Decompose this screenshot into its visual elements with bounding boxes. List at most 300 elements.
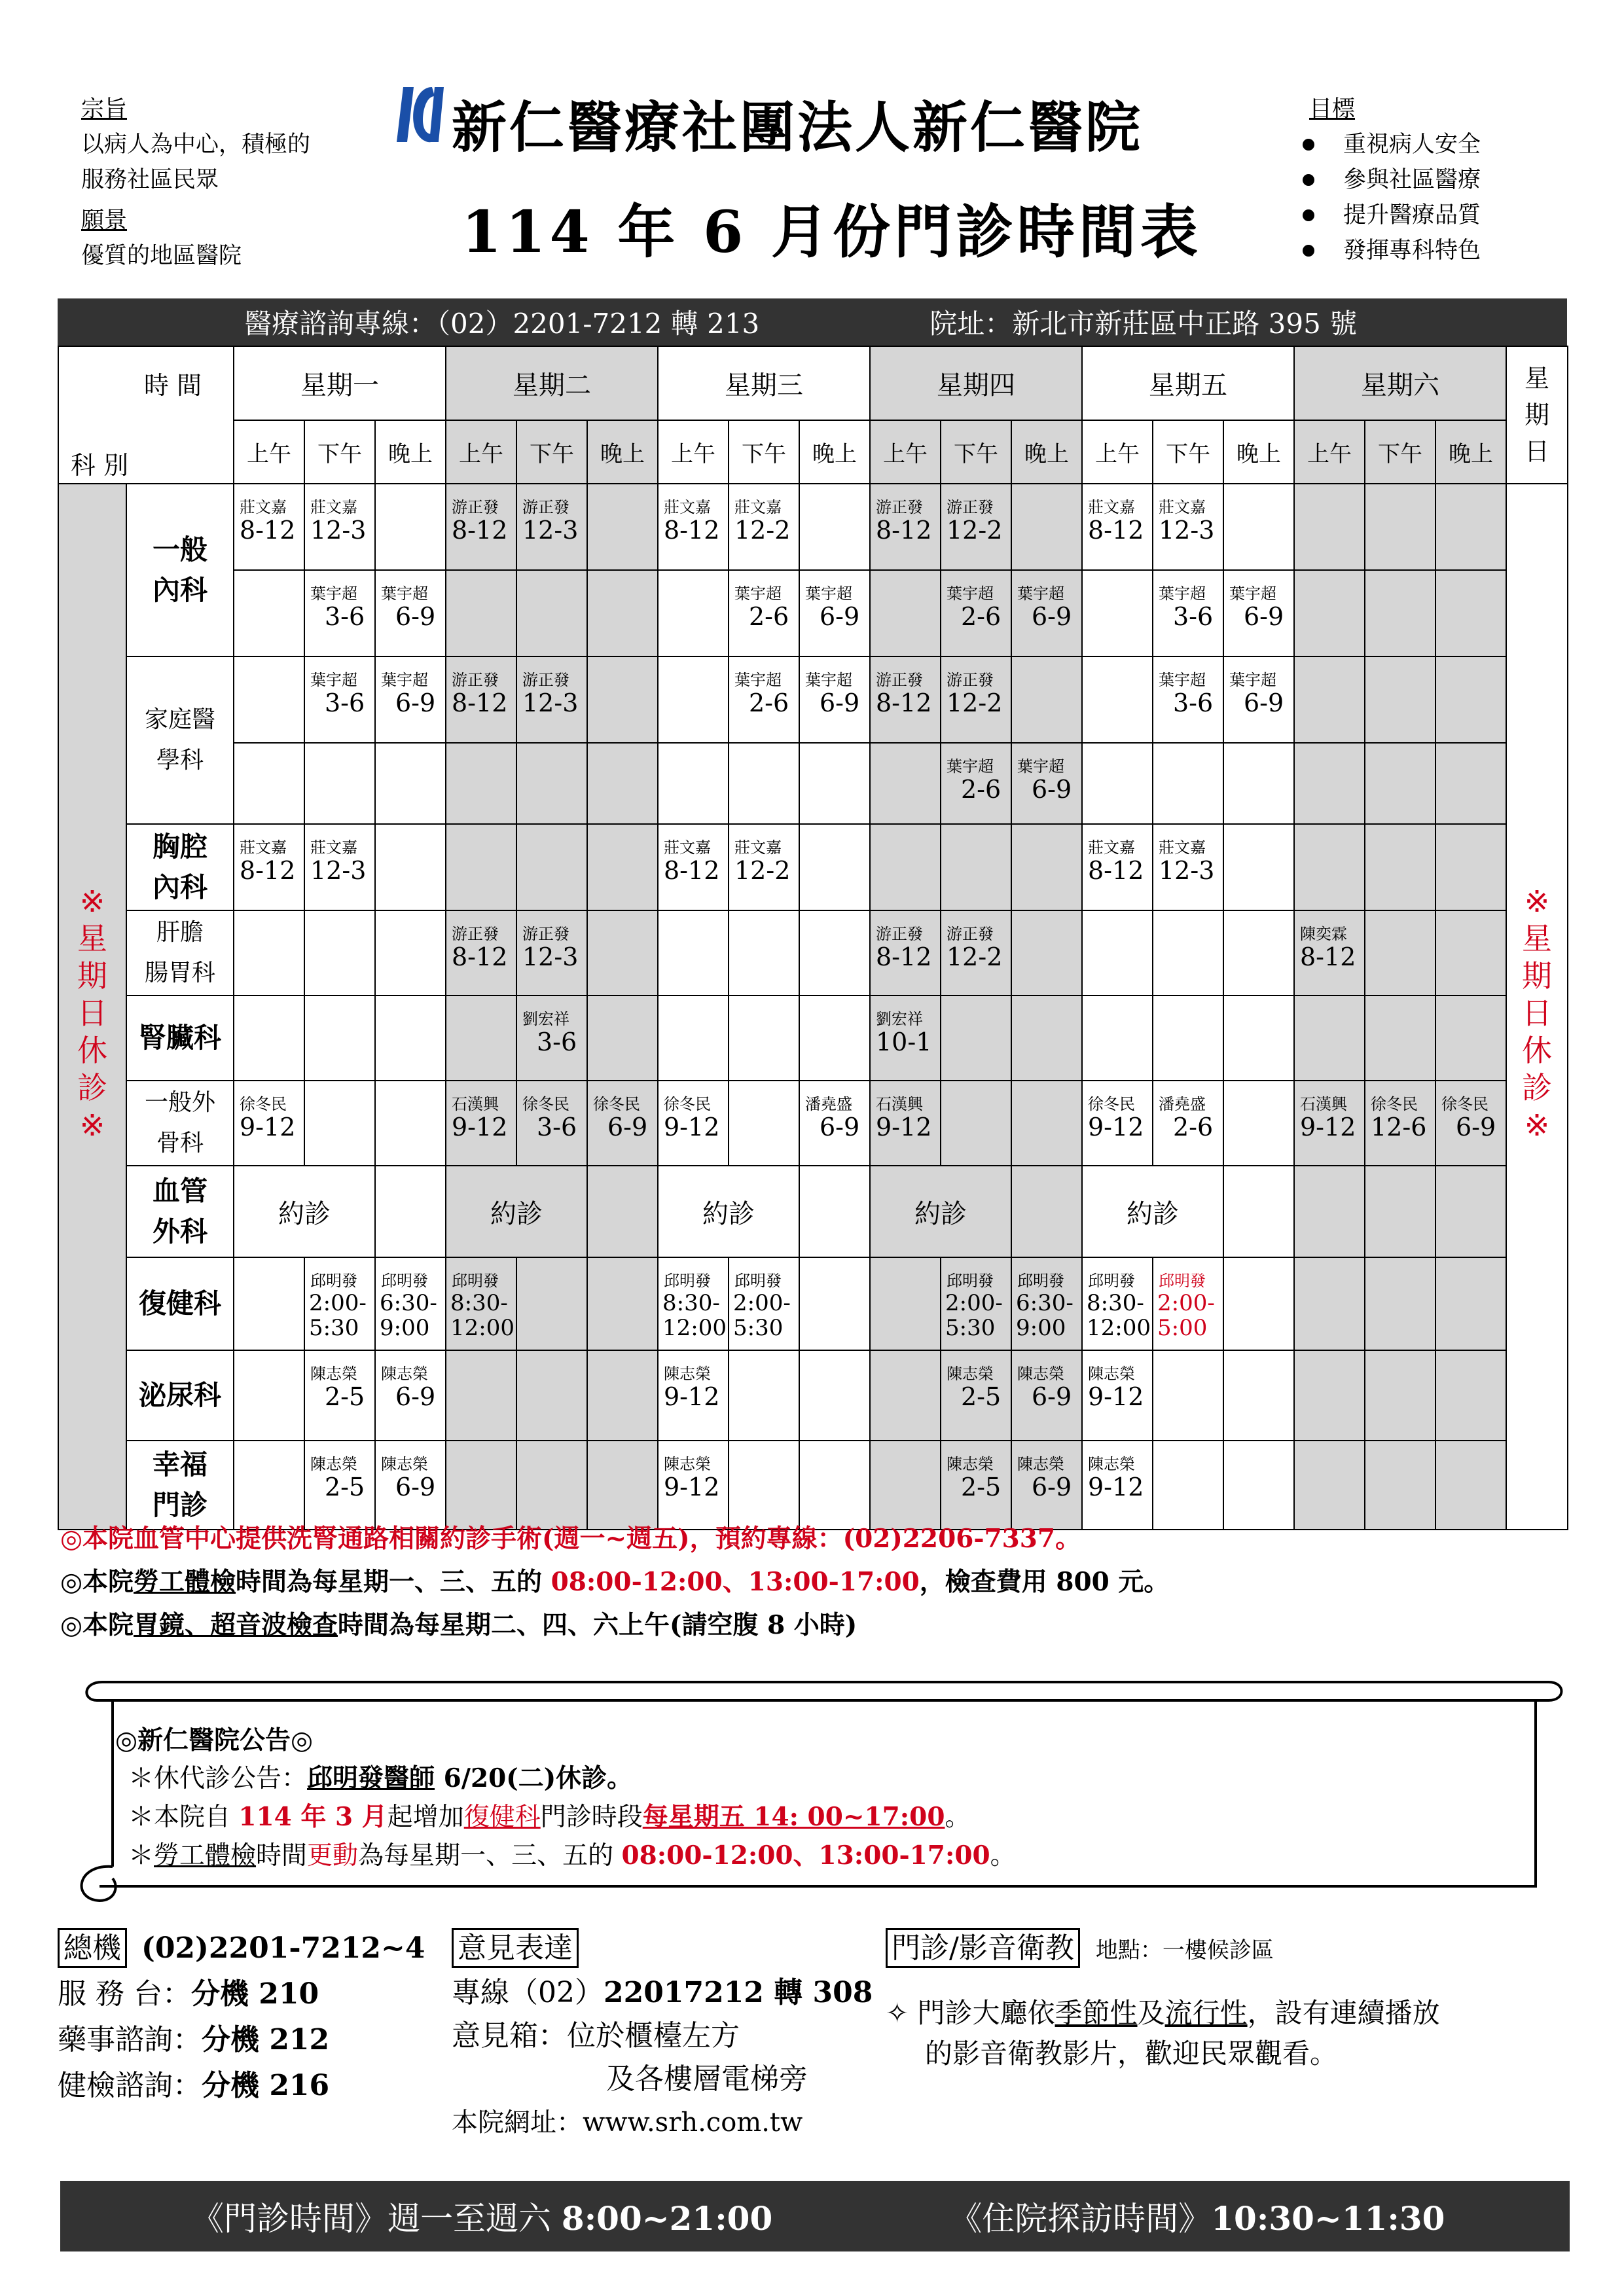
clinic-time: 8-12: [452, 942, 508, 971]
clinic-time: 2:00-: [309, 1290, 367, 1316]
empty-cell: [870, 570, 941, 656]
schedule-cell: [729, 570, 799, 656]
media-location: 地點：一樓候診區: [1095, 1937, 1274, 1964]
clinic-time: 3-6: [325, 689, 365, 717]
clinic-time: 8:30-: [450, 1290, 508, 1316]
empty-cell: [729, 1441, 799, 1530]
clinic-time: 12-3: [522, 516, 579, 545]
empty-cell: [1082, 743, 1153, 824]
empty-cell: [1011, 996, 1082, 1081]
empty-cell: [1223, 996, 1294, 1081]
schedule-cell: [446, 910, 516, 996]
empty-cell: [516, 1350, 587, 1441]
empty-cell: [234, 570, 304, 656]
dept-family: 家庭醫 學科: [126, 656, 234, 824]
doctor-name: 邱明發: [1017, 1272, 1064, 1290]
doctor-name: 徐冬民: [593, 1095, 640, 1113]
hospital-name: 新仁醫療社團法人新仁醫院: [452, 95, 1144, 160]
goals-title: 目標: [1309, 96, 1356, 122]
schedule-row: [58, 656, 1568, 743]
header-right: [1303, 92, 1481, 268]
doctor-name: 潘堯盛: [805, 1095, 852, 1113]
service-desk-ext: 服 務 台：分機 210: [58, 1977, 319, 2011]
diagonal-header: [59, 347, 233, 483]
doctor-name: 陳志榮: [1088, 1455, 1135, 1473]
doctor-name: 游正發: [522, 671, 569, 689]
empty-cell: [1223, 824, 1294, 910]
empty-cell: [1365, 910, 1435, 996]
sunday-closed-char: 診: [77, 1069, 107, 1105]
schedule-cell: [799, 656, 870, 743]
schedule-cell: [1082, 824, 1153, 910]
clinic-time: 9-12: [876, 1113, 932, 1141]
sunday-header-char: 日: [1524, 437, 1549, 466]
empty-cell: [1435, 910, 1506, 996]
empty-cell: [1223, 1441, 1294, 1530]
doctor-name: 游正發: [452, 671, 499, 689]
empty-cell: [870, 1441, 941, 1530]
empty-cell: [1435, 743, 1506, 824]
doctor-name: 游正發: [947, 671, 994, 689]
slot-header: 下午: [729, 420, 799, 484]
clinic-time: 9:00: [380, 1315, 430, 1341]
table-header-slots: [58, 420, 1568, 484]
media-text-line-2: 的影音衛教影片，歡迎民眾觀看。: [925, 2037, 1338, 2070]
empty-cell: [375, 910, 446, 996]
announcement-line-1: ＊休代診公告：邱明發醫師 6/20(二)休診。: [128, 1763, 633, 1793]
empty-cell: [516, 824, 587, 910]
schedule-cell: [1011, 743, 1082, 824]
clinic-time: 3-6: [1173, 602, 1214, 631]
doctor-name: 陳奕霖: [1300, 925, 1347, 943]
website[interactable]: 本院網址：www.srh.com.tw: [452, 2108, 803, 2138]
footer-media: [886, 1926, 1440, 2074]
empty-cell: [375, 996, 446, 1081]
clinic-time: 6-9: [820, 689, 860, 717]
consult-phone: 醫療諮詢專線：（02）2201-7212 轉 213: [244, 308, 760, 340]
slot-header: 上午: [234, 420, 304, 484]
empty-cell: [1011, 910, 1082, 996]
sunday-header: [1506, 346, 1568, 484]
sunday-closed-char: 休: [1522, 1032, 1552, 1068]
doctor-name: 葉宇超: [1159, 584, 1206, 603]
bullet-icon: [1303, 245, 1314, 257]
empty-cell: [870, 824, 941, 910]
day-header: 星期二: [446, 346, 658, 420]
clinic-time: 6-9: [395, 1382, 436, 1411]
empty-cell: [799, 996, 870, 1081]
header-left: [81, 92, 310, 274]
empty-cell: [729, 996, 799, 1081]
slot-header: 上午: [870, 420, 941, 484]
schedule-cell: [304, 1350, 375, 1441]
clinic-time: 2:00-: [1157, 1290, 1215, 1316]
empty-cell: [446, 743, 516, 824]
schedule-cell: [941, 1441, 1011, 1530]
doctor-name: 劉宏祥: [522, 1010, 569, 1028]
clinic-time: 6:30-: [1016, 1290, 1074, 1316]
clinic-time: 9-12: [664, 1473, 720, 1501]
doctor-name: 石漢興: [452, 1095, 499, 1113]
empty-cell: [234, 1441, 304, 1530]
schedule-cell: [1082, 484, 1153, 570]
announcement-line-2: ＊本院自 114 年 3 月起增加復健科門診時段每星期五 14: 00~17:00。: [128, 1802, 971, 1832]
goal-item: 參與社區醫療: [1303, 162, 1481, 198]
empty-cell: [234, 656, 304, 743]
booking-cell: 約診: [870, 1166, 1011, 1257]
schedule-row: [58, 484, 1568, 570]
dept-label: 科 別: [71, 451, 129, 480]
clinic-time: 9-12: [240, 1113, 296, 1141]
empty-cell: [1294, 656, 1365, 743]
bullet-icon: [1303, 174, 1314, 186]
doctor-name: 莊文嘉: [310, 838, 357, 857]
sunday-closed-char: 期: [1522, 958, 1552, 994]
empty-cell: [799, 1350, 870, 1441]
hours-bar: [60, 2181, 1570, 2251]
clinic-time: 6-9: [1244, 602, 1284, 631]
doctor-name: 游正發: [947, 925, 994, 943]
clinic-time: 8-12: [1088, 856, 1144, 885]
slot-header: 上午: [1294, 420, 1365, 484]
empty-cell: [304, 910, 375, 996]
sunday-closed-char: ※: [1524, 1107, 1550, 1143]
clinic-time: 2-6: [961, 775, 1001, 804]
doctor-name: 莊文嘉: [240, 838, 287, 857]
doctor-name: 陳志榮: [310, 1365, 357, 1383]
hospital-logo: [391, 82, 445, 147]
clinic-time: 12-3: [310, 856, 367, 885]
bullet-icon: [1303, 139, 1314, 151]
schedule-cell: [516, 1081, 587, 1166]
empty-cell: [1223, 1081, 1294, 1166]
schedule-cell: [658, 1350, 729, 1441]
schedule-cell: [1011, 1257, 1082, 1350]
clinic-time: 5:30: [733, 1315, 784, 1341]
slot-header: 上午: [446, 420, 516, 484]
doctor-name: 莊文嘉: [1088, 838, 1135, 857]
doctor-name: 陳志榮: [381, 1455, 428, 1473]
clinic-schedule-table: [58, 346, 1568, 1530]
clinic-time: 12:00: [662, 1315, 727, 1341]
empty-cell: [1435, 1441, 1506, 1530]
empty-cell: [658, 743, 729, 824]
empty-cell: [446, 570, 516, 656]
empty-cell: [1011, 1081, 1082, 1166]
footer-switchboard: [58, 1926, 425, 2109]
empty-cell: [729, 743, 799, 824]
empty-cell: [516, 1441, 587, 1530]
empty-cell: [1011, 824, 1082, 910]
clinic-time: 8-12: [876, 942, 932, 971]
empty-cell: [870, 743, 941, 824]
visit-hours: 《住院探訪時間》10:30~11:30: [949, 2199, 1445, 2238]
clinic-time: 6:30-: [380, 1290, 437, 1316]
schedule-cell: [446, 1081, 516, 1166]
clinic-time: 9:00: [1016, 1315, 1066, 1341]
hospital-address: 院址：新北市新莊區中正路 395 號: [929, 308, 1358, 340]
clinic-time: 6-9: [1032, 775, 1072, 804]
clinic-time: 2-6: [1173, 1113, 1214, 1141]
doctor-name: 莊文嘉: [734, 838, 782, 857]
schedule-cell: [1011, 570, 1082, 656]
clinic-time: 9-12: [1088, 1113, 1144, 1141]
clinic-time: 6-9: [1032, 1382, 1072, 1411]
empty-cell: [799, 1441, 870, 1530]
doctor-name: 葉宇超: [381, 584, 428, 603]
schedule-cell: [729, 824, 799, 910]
clinic-time: 8:30-: [1087, 1290, 1144, 1316]
empty-cell: [1365, 824, 1435, 910]
empty-cell: [587, 743, 658, 824]
empty-cell: [1294, 1257, 1365, 1350]
booking-cell: 約診: [446, 1166, 587, 1257]
empty-cell: [1294, 824, 1365, 910]
empty-cell: [1011, 1166, 1082, 1257]
schedule-cell: [1082, 1257, 1153, 1350]
empty-cell: [941, 996, 1011, 1081]
dept-urology: 泌尿科: [126, 1350, 234, 1441]
schedule-cell: [941, 484, 1011, 570]
schedule-cell: [941, 1350, 1011, 1441]
dept-happiness: 幸福 門診: [126, 1441, 234, 1530]
schedule-cell: [375, 570, 446, 656]
empty-cell: [799, 1166, 870, 1257]
empty-cell: [658, 996, 729, 1081]
clinic-time: 12-2: [947, 689, 1003, 717]
clinic-time: 6-9: [395, 689, 436, 717]
doctor-name: 葉宇超: [805, 584, 852, 603]
booking-cell: 約診: [1082, 1166, 1223, 1257]
empty-cell: [799, 1257, 870, 1350]
empty-cell: [1153, 910, 1223, 996]
empty-cell: [1435, 1350, 1506, 1441]
schedule-cell: [941, 656, 1011, 743]
schedule-cell: [729, 656, 799, 743]
document-title: 114 年 6 月份門診時間表: [461, 198, 1202, 266]
schedule-row: [58, 824, 1568, 910]
schedule-cell: [1223, 656, 1294, 743]
doctor-name: 葉宇超: [1229, 671, 1276, 689]
doctor-name: 邱明發: [734, 1272, 782, 1290]
empty-cell: [1082, 656, 1153, 743]
empty-cell: [587, 1257, 658, 1350]
empty-cell: [234, 996, 304, 1081]
empty-cell: [234, 1257, 304, 1350]
sunday-closed-char: 星: [77, 920, 107, 956]
doctor-name: 徐冬民: [1371, 1095, 1418, 1113]
doctor-name: 邱明發: [947, 1272, 994, 1290]
doctor-name: 邱明發: [664, 1272, 711, 1290]
empty-cell: [1082, 910, 1153, 996]
clinic-time: 12-3: [310, 516, 367, 545]
schedule-cell: [587, 1081, 658, 1166]
schedule-cell: [1011, 1441, 1082, 1530]
doctor-name: 莊文嘉: [310, 498, 357, 516]
sunday-closed-right: [1506, 484, 1568, 1530]
dept-vascular: 血管 外科: [126, 1166, 234, 1257]
goal-item: 發揮專科特色: [1303, 233, 1481, 268]
doctor-name: 徐冬民: [1441, 1095, 1489, 1113]
doctor-name: 游正發: [876, 498, 923, 516]
doctor-name: 潘堯盛: [1159, 1095, 1206, 1113]
note-endoscopy: ◎本院胃鏡、超音波檢查時間為每星期二、四、六上午(請空腹 8 小時): [60, 1610, 857, 1640]
corner-header: [58, 346, 234, 484]
empty-cell: [1365, 656, 1435, 743]
doctor-name: 葉宇超: [310, 671, 357, 689]
empty-cell: [1365, 484, 1435, 570]
clinic-time: 2-6: [749, 602, 789, 631]
empty-cell: [941, 1081, 1011, 1166]
schedule-cell: [1011, 1350, 1082, 1441]
doctor-name: 葉宇超: [1229, 584, 1276, 603]
empty-cell: [1435, 996, 1506, 1081]
schedule-row: [58, 1257, 1568, 1350]
empty-cell: [658, 656, 729, 743]
note-vascular: ◎本院血管中心提供洗腎通路相關約診手術(週一~週五)，預約專線：(02)2206-7337。: [60, 1524, 1081, 1554]
clinic-time: 12:00: [450, 1315, 514, 1341]
schedule-row: [58, 1350, 1568, 1441]
schedule-row: [58, 1081, 1568, 1166]
empty-cell: [1153, 1350, 1223, 1441]
doctor-name: 游正發: [522, 498, 569, 516]
clinic-time: 8-12: [1300, 942, 1356, 971]
schedule-cell: [446, 484, 516, 570]
clinic-time: 9-12: [1300, 1113, 1356, 1141]
clinic-time: 2-5: [961, 1473, 1001, 1501]
doctor-name: 莊文嘉: [734, 498, 782, 516]
schedule-cell: [304, 1257, 375, 1350]
doctor-name: 葉宇超: [310, 584, 357, 603]
doctor-name: 陳志榮: [310, 1455, 357, 1473]
sunday-closed-left: [58, 484, 126, 1530]
clinic-time: 5:30: [945, 1315, 996, 1341]
schedule-cell: [1223, 570, 1294, 656]
clinic-time: 12-2: [947, 942, 1003, 971]
schedule-row: [58, 570, 1568, 656]
clinic-time: 8-12: [1088, 516, 1144, 545]
empty-cell: [1153, 996, 1223, 1081]
clinic-time: 2-5: [325, 1473, 365, 1501]
clinic-time: 3-6: [325, 602, 365, 631]
empty-cell: [516, 570, 587, 656]
goal-item: 提升醫療品質: [1303, 198, 1481, 233]
empty-cell: [1365, 743, 1435, 824]
clinic-time: 8-12: [876, 689, 932, 717]
empty-cell: [1294, 570, 1365, 656]
schedule-cell: [1294, 910, 1365, 996]
slot-header: 下午: [941, 420, 1011, 484]
clinic-time: 8-12: [664, 856, 720, 885]
clinic-time: 2-5: [325, 1382, 365, 1411]
empty-cell: [1294, 743, 1365, 824]
schedule-cell: [446, 656, 516, 743]
empty-cell: [1223, 1257, 1294, 1350]
schedule-cell: [870, 1081, 941, 1166]
doctor-name: 邱明發: [1159, 1272, 1206, 1290]
clinic-time: 8-12: [664, 516, 720, 545]
clinic-time: 12-3: [522, 942, 579, 971]
notes-block: [60, 1517, 1169, 1647]
empty-cell: [1223, 1350, 1294, 1441]
schedule-row: [58, 1166, 1568, 1257]
empty-cell: [729, 1350, 799, 1441]
schedule-cell: [941, 570, 1011, 656]
empty-cell: [799, 824, 870, 910]
doctor-name: 葉宇超: [1159, 671, 1206, 689]
empty-cell: [1153, 1441, 1223, 1530]
doctor-name: 莊文嘉: [1159, 838, 1206, 857]
sunday-closed-char: 期: [77, 958, 107, 994]
empty-cell: [1435, 484, 1506, 570]
doctor-name: 游正發: [876, 925, 923, 943]
clinic-time: 10-1: [876, 1028, 932, 1056]
schedule-cell: [1153, 656, 1223, 743]
booking-cell: 約診: [658, 1166, 799, 1257]
schedule-cell: [658, 1441, 729, 1530]
empty-cell: [658, 570, 729, 656]
clinic-time: 8-12: [452, 516, 508, 545]
pharmacy-ext: 藥事諮詢：分機 212: [58, 2023, 330, 2056]
empty-cell: [375, 743, 446, 824]
empty-cell: [1294, 996, 1365, 1081]
doctor-name: 邱明發: [1088, 1272, 1135, 1290]
doctor-name: 陳志榮: [947, 1455, 994, 1473]
announcement-line-3: ＊勞工體檢時間更動為每星期一、三、五的 08:00-12:00、13:00-17:00。: [128, 1840, 1016, 1871]
opinion-hotline: 專線（02）22017212 轉 308: [452, 1976, 873, 2009]
schedule-row: [58, 996, 1568, 1081]
sunday-closed-char: 日: [1522, 995, 1552, 1031]
clinic-time: 9-12: [664, 1113, 720, 1141]
doctor-name: 葉宇超: [381, 671, 428, 689]
day-header: 星期四: [870, 346, 1082, 420]
clinic-time: 12:00: [1087, 1315, 1151, 1341]
clinic-time: 3-6: [537, 1028, 577, 1056]
schedule-cell: [234, 1081, 304, 1166]
sunday-closed-char: 診: [1522, 1069, 1552, 1105]
schedule-cell: [516, 484, 587, 570]
schedule-cell: [304, 570, 375, 656]
empty-cell: [1011, 656, 1082, 743]
empty-cell: [799, 743, 870, 824]
slot-header: 晚上: [1435, 420, 1506, 484]
slot-header: 晚上: [375, 420, 446, 484]
schedule-cell: [234, 824, 304, 910]
empty-cell: [375, 484, 446, 570]
schedule-cell: [375, 1350, 446, 1441]
doctor-name: 陳志榮: [1017, 1365, 1064, 1383]
footer-opinion: [452, 1926, 873, 2144]
schedule-row: [58, 743, 1568, 824]
empty-cell: [1294, 1350, 1365, 1441]
doctor-name: 徐冬民: [664, 1095, 711, 1113]
doctor-name: 游正發: [876, 671, 923, 689]
doctor-name: 葉宇超: [1017, 757, 1064, 776]
doctor-name: 游正發: [452, 925, 499, 943]
clinic-time: 6-9: [1244, 689, 1284, 717]
empty-cell: [1223, 743, 1294, 824]
schedule-cell: [234, 484, 304, 570]
doctor-name: 邱明發: [452, 1272, 499, 1290]
empty-cell: [1294, 1166, 1365, 1257]
clinic-time: 2:00-: [945, 1290, 1003, 1316]
slot-header: 晚上: [1011, 420, 1082, 484]
empty-cell: [1153, 743, 1223, 824]
doctor-name: 陳志榮: [664, 1365, 711, 1383]
doctor-name: 劉宏祥: [876, 1010, 923, 1028]
empty-cell: [1365, 570, 1435, 656]
schedule-cell: [941, 910, 1011, 996]
